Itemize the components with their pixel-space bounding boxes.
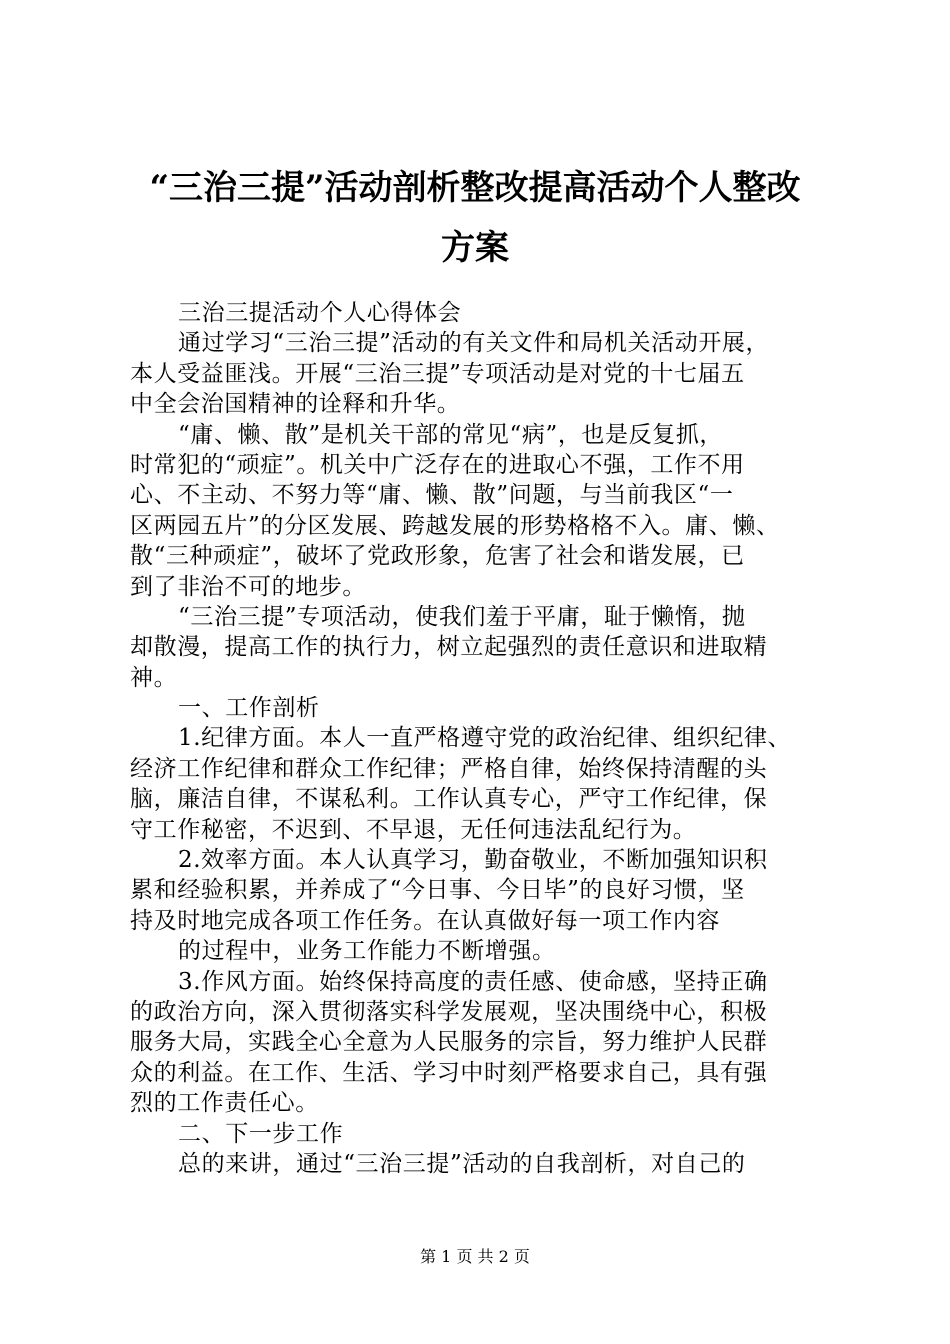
body-line: “庸、懒、散”是机关干部的常见“病”，也是反复抓， xyxy=(178,421,724,448)
document-body xyxy=(130,298,830,1179)
body-line: 的过程中，业务工作能力不断增强。 xyxy=(178,938,556,965)
body-line: 一、工作剖析 xyxy=(178,695,320,722)
body-line: 通过学习“三治三提”活动的有关文件和局机关活动开展， xyxy=(178,330,770,357)
body-line: “三治三提”专项活动，使我们羞于平庸，耻于懒惰，抛 xyxy=(178,603,746,630)
body-line: 本人受益匪浅。开展“三治三提”专项活动是对党的十七届五 xyxy=(130,360,745,387)
document-title-line-1: “三治三提”活动剖析整改提高活动个人整改 xyxy=(149,168,801,208)
body-line: 2.效率方面。本人认真学习，勤奋敬业，不断加强知识积 xyxy=(178,847,768,874)
body-line: 总的来讲，通过“三治三提”活动的自我剖析，对自己的 xyxy=(178,1150,746,1177)
body-line: 二、下一步工作 xyxy=(178,1120,344,1147)
body-line: 3.作风方面。始终保持高度的责任感、使命感，坚持正确 xyxy=(178,968,768,995)
body-line: 持及时地完成各项工作任务。在认真做好每一项工作内容 xyxy=(130,907,720,934)
page-footer: 第 1 页 共 2 页 xyxy=(420,1247,530,1266)
body-line: 烈的工作责任心。 xyxy=(130,1090,319,1117)
document-title-line-2: 方案 xyxy=(441,228,509,268)
body-line: 脑，廉洁自律，不谋私利。工作认真专心，严守工作纪律，保 xyxy=(130,786,768,813)
body-line: 心、不主动、不努力等“庸、懒、散”问题，与当前我区“一 xyxy=(130,482,734,509)
body-line: 散“三种顽症”，破坏了党政形象，危害了社会和谐发展，已 xyxy=(130,543,745,570)
body-line: 1.纪律方面。本人一直严格遵守党的政治纪律、组织纪律、 xyxy=(178,725,792,752)
body-line: 累和经验积累，并养成了“今日事、今日毕”的良好习惯，坚 xyxy=(130,877,745,904)
body-line: 守工作秘密，不迟到、不早退，无任何违法乱纪行为。 xyxy=(130,816,697,843)
body-line: 时常犯的“顽症”。机关中广泛存在的进取心不强，工作不用 xyxy=(130,451,745,478)
body-line: 却散漫，提高工作的执行力，树立起强烈的责任意识和进取精 xyxy=(130,634,768,661)
body-line: 神。 xyxy=(130,664,178,691)
body-line: 中全会治国精神的诠释和升华。 xyxy=(130,391,461,418)
body-line: 三治三提活动个人心得体会 xyxy=(178,300,462,326)
body-line: 到了非治不可的地步。 xyxy=(130,573,366,600)
body-line: 区两园五片”的分区发展、跨越发展的形势格格不入。庸、懒、 xyxy=(130,512,780,539)
body-line: 经济工作纪律和群众工作纪律；严格自律，始终保持清醒的头 xyxy=(130,755,768,782)
body-line: 的政治方向，深入贯彻落实科学发展观，坚决围绕中心，积极 xyxy=(130,998,768,1025)
body-line: 服务大局，实践全心全意为人民服务的宗旨，努力维护人民群 xyxy=(130,1029,768,1056)
body-line: 众的利益。在工作、生活、学习中时刻严格要求自己，具有强 xyxy=(130,1059,768,1086)
